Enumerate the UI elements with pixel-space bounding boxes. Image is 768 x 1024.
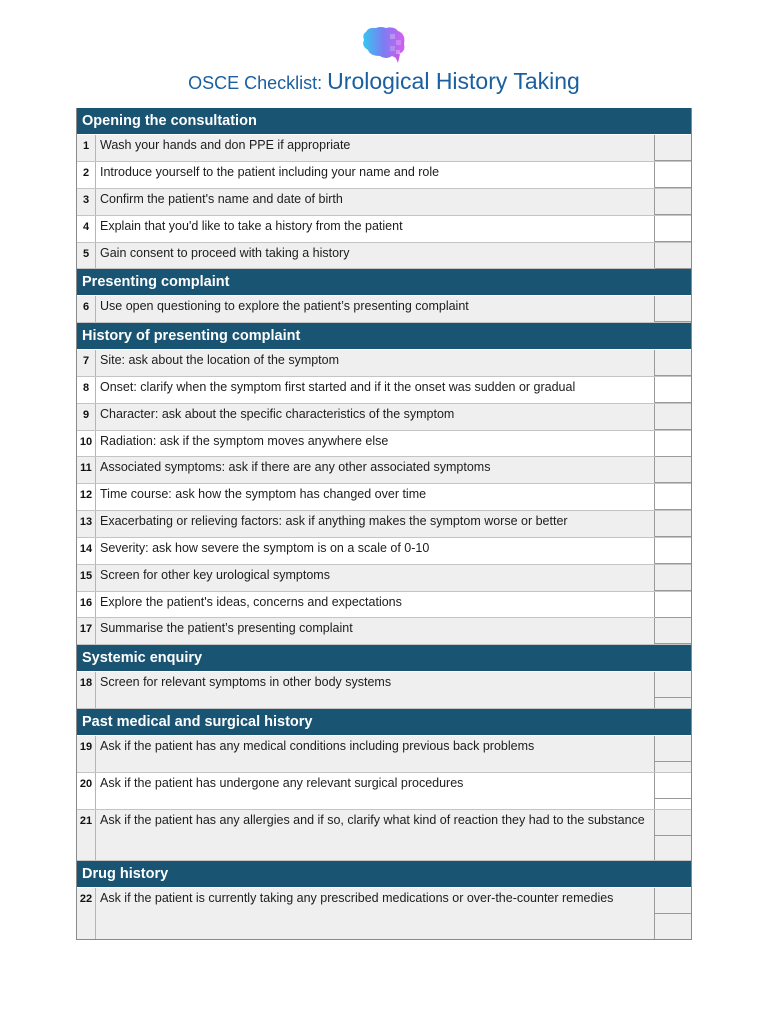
checkbox[interactable] <box>655 773 691 799</box>
checkbox-cell[interactable] <box>655 511 691 537</box>
item-number: 15 <box>77 565 96 591</box>
item-text: Explain that you'd like to take a history from the patient <box>96 216 655 242</box>
item-number: 14 <box>77 538 96 564</box>
checklist-row <box>77 377 691 404</box>
checkbox[interactable] <box>655 538 691 564</box>
item-number: 20 <box>77 773 96 809</box>
item-text: Screen for relevant symptoms in other body systems <box>96 672 655 708</box>
checkbox[interactable] <box>655 565 691 591</box>
item-text: Ask if the patient has undergone any relevant surgical procedures <box>96 773 655 809</box>
checklist-row <box>77 618 691 645</box>
item-text: Introduce yourself to the patient including your name and role <box>96 162 655 188</box>
section-header: History of presenting complaint <box>77 323 691 350</box>
checklist-row <box>77 135 691 162</box>
item-number: 7 <box>77 350 96 376</box>
checklist-table <box>76 108 692 940</box>
checklist-row <box>77 565 691 592</box>
checkbox[interactable] <box>655 377 691 403</box>
checkbox[interactable] <box>655 511 691 537</box>
section-header: Past medical and surgical history <box>77 709 691 736</box>
checkbox[interactable] <box>655 189 691 215</box>
item-text: Severity: ask how severe the symptom is on a scale of 0-10 <box>96 538 655 564</box>
checklist-row <box>77 457 691 484</box>
checkbox[interactable] <box>655 672 691 698</box>
checklist-row <box>77 888 691 939</box>
item-number: 21 <box>77 810 96 860</box>
item-number: 12 <box>77 484 96 510</box>
checkbox-cell[interactable] <box>655 736 691 772</box>
checkbox-cell[interactable] <box>655 404 691 430</box>
item-number: 13 <box>77 511 96 537</box>
checkbox-cell[interactable] <box>655 189 691 215</box>
checkbox-cell[interactable] <box>655 377 691 403</box>
item-text: Ask if the patient has any allergies and if so, clarify what kind of reaction they had to the substance <box>96 810 655 860</box>
item-text: Onset: clarify when the symptom first started and if it the onset was sudden or gradual <box>96 377 655 403</box>
checklist-row <box>77 773 691 810</box>
checklist-row <box>77 484 691 511</box>
checkbox-cell[interactable] <box>655 618 691 644</box>
checklist-row <box>77 189 691 216</box>
checkbox-cell[interactable] <box>655 457 691 483</box>
item-text: Exacerbating or relieving factors: ask if anything makes the symptom worse or better <box>96 511 655 537</box>
checkbox-cell[interactable] <box>655 538 691 564</box>
checkbox-cell[interactable] <box>655 592 691 617</box>
checkbox-cell[interactable] <box>655 162 691 188</box>
section-header: Systemic enquiry <box>77 645 691 672</box>
item-text: Time course: ask how the symptom has changed over time <box>96 484 655 510</box>
item-text: Character: ask about the specific characteristics of the symptom <box>96 404 655 430</box>
item-number: 1 <box>77 135 96 161</box>
item-text: Explore the patient's ideas, concerns and expectations <box>96 592 655 617</box>
checkbox[interactable] <box>655 216 691 242</box>
checklist-row <box>77 431 691 457</box>
item-text: Wash your hands and don PPE if appropriate <box>96 135 655 161</box>
brain-pixel-icon <box>360 26 408 64</box>
item-number: 6 <box>77 296 96 322</box>
title-main: Urological History Taking <box>327 68 580 94</box>
section-header: Drug history <box>77 861 691 888</box>
item-text: Gain consent to proceed with taking a history <box>96 243 655 268</box>
checkbox[interactable] <box>655 592 691 618</box>
checklist-row <box>77 736 691 773</box>
section-header: Opening the consultation <box>77 108 691 135</box>
checkbox-cell[interactable] <box>655 296 691 322</box>
item-text: Site: ask about the location of the symptom <box>96 350 655 376</box>
checkbox-cell[interactable] <box>655 431 691 456</box>
item-text: Summarise the patient’s presenting complaint <box>96 618 655 644</box>
checkbox-cell[interactable] <box>655 810 691 860</box>
checkbox-cell[interactable] <box>655 484 691 510</box>
checkbox[interactable] <box>655 736 691 762</box>
item-number: 3 <box>77 189 96 215</box>
checklist-row <box>77 538 691 565</box>
item-number: 16 <box>77 592 96 617</box>
item-number: 8 <box>77 377 96 403</box>
item-number: 5 <box>77 243 96 268</box>
checklist-row <box>77 243 691 269</box>
item-text: Confirm the patient's name and date of birth <box>96 189 655 215</box>
checklist-row <box>77 404 691 431</box>
checkbox[interactable] <box>655 431 691 457</box>
item-text: Screen for other key urological symptoms <box>96 565 655 591</box>
checkbox[interactable] <box>655 618 691 644</box>
item-text: Radiation: ask if the symptom moves anywhere else <box>96 431 655 456</box>
checkbox[interactable] <box>655 810 691 836</box>
item-text: Ask if the patient has any medical conditions including previous back problems <box>96 736 655 772</box>
checklist-row <box>77 296 691 323</box>
section-header: Presenting complaint <box>77 269 691 296</box>
checkbox[interactable] <box>655 888 691 914</box>
checkbox-cell[interactable] <box>655 216 691 242</box>
item-number: 22 <box>77 888 96 939</box>
checkbox[interactable] <box>655 135 691 161</box>
checkbox[interactable] <box>655 484 691 510</box>
checkbox-cell[interactable] <box>655 565 691 591</box>
checkbox[interactable] <box>655 162 691 188</box>
checklist-row <box>77 810 691 861</box>
item-text: Use open questioning to explore the patient’s presenting complaint <box>96 296 655 322</box>
checkbox-cell[interactable] <box>655 243 691 268</box>
item-number: 2 <box>77 162 96 188</box>
checkbox-cell[interactable] <box>655 672 691 708</box>
page-title <box>0 68 768 95</box>
checklist-row <box>77 511 691 538</box>
title-prefix: OSCE Checklist: <box>188 73 328 93</box>
item-number: 18 <box>77 672 96 708</box>
checkbox-cell[interactable] <box>655 888 691 939</box>
checklist-row <box>77 672 691 709</box>
checklist-row <box>77 216 691 243</box>
checkbox[interactable] <box>655 296 691 322</box>
item-number: 10 <box>77 431 96 456</box>
checkbox-cell[interactable] <box>655 773 691 809</box>
checkbox-cell[interactable] <box>655 135 691 161</box>
checklist-row <box>77 350 691 377</box>
checklist-row <box>77 162 691 189</box>
item-number: 9 <box>77 404 96 430</box>
item-number: 19 <box>77 736 96 772</box>
item-text: Ask if the patient is currently taking any prescribed medications or over-the-counter remedies <box>96 888 655 939</box>
item-number: 17 <box>77 618 96 644</box>
checkbox[interactable] <box>655 457 691 483</box>
checklist-row <box>77 592 691 618</box>
checkbox[interactable] <box>655 404 691 430</box>
checkbox-cell[interactable] <box>655 350 691 376</box>
checkbox[interactable] <box>655 243 691 269</box>
item-number: 4 <box>77 216 96 242</box>
checkbox[interactable] <box>655 350 691 376</box>
item-text: Associated symptoms: ask if there are any other associated symptoms <box>96 457 655 483</box>
item-number: 11 <box>77 457 96 483</box>
